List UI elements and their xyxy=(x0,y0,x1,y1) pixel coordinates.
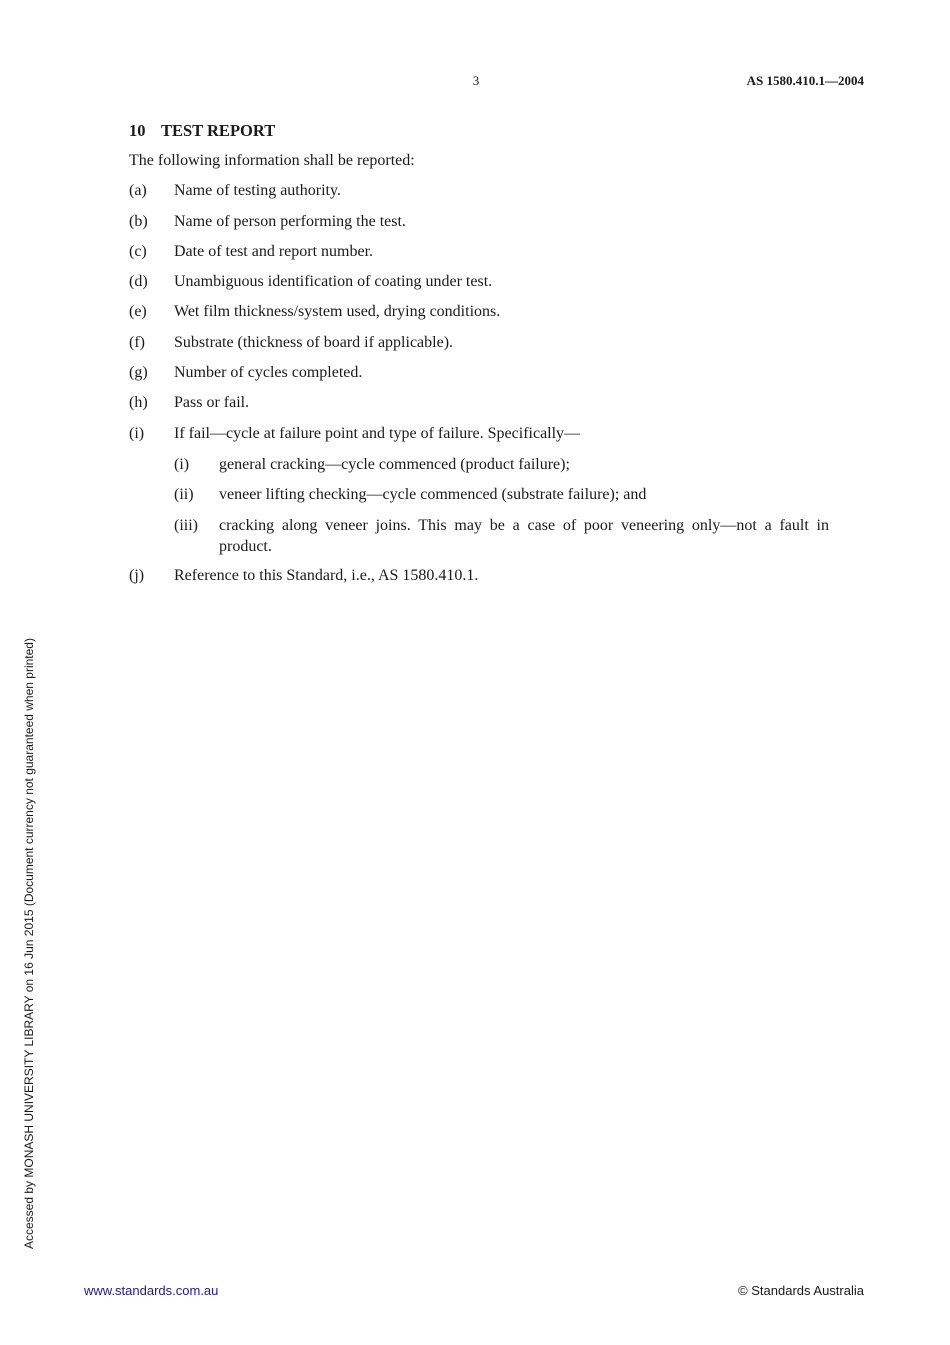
failure-types-sublist xyxy=(174,454,829,557)
sublist-item-marker: (i) xyxy=(174,455,190,473)
copyright-notice: © Standards Australia xyxy=(738,1283,864,1298)
list-item-text: Reference to this Standard, i.e., AS 1580.410.1. xyxy=(174,566,479,584)
list-item-text: Wet film thickness/system used, drying conditions. xyxy=(174,303,501,321)
list-item xyxy=(129,211,829,233)
list-item-body xyxy=(174,423,829,557)
list-item-marker: (f) xyxy=(129,333,145,351)
list-item-marker: (e) xyxy=(129,303,147,321)
sublist-item-text: veneer lifting checking—cycle commenced (substrate failure); and xyxy=(219,486,647,504)
list-item xyxy=(129,301,829,323)
section-intro: The following information shall be reported: xyxy=(129,152,415,169)
list-item-text: Name of person performing the test. xyxy=(174,212,406,230)
list-item xyxy=(129,362,829,384)
standard-identifier: AS 1580.410.1—2004 xyxy=(746,73,864,88)
list-item-marker: (b) xyxy=(129,212,148,230)
list-item-text: Number of cycles completed. xyxy=(174,364,363,382)
sublist-item-marker: (iii) xyxy=(174,516,198,534)
list-item-marker: (j) xyxy=(129,566,145,584)
list-item-text: Date of test and report number. xyxy=(174,242,374,260)
access-watermark: Accessed by MONASH UNIVERSITY LIBRARY on 16 Jun 2015 (Document currency not guaranteed when printed) xyxy=(22,638,36,1249)
list-item-marker: (d) xyxy=(129,273,148,291)
list-item-text: Pass or fail. xyxy=(174,394,250,412)
list-item xyxy=(129,332,829,354)
list-item xyxy=(129,241,829,263)
section-title: TEST REPORT xyxy=(161,121,276,140)
list-item xyxy=(129,565,829,587)
list-item-marker: (h) xyxy=(129,394,148,412)
report-items-list xyxy=(129,180,829,587)
sublist-item-marker: (ii) xyxy=(174,486,194,504)
list-item xyxy=(129,392,829,414)
list-item-marker: (c) xyxy=(129,242,147,260)
list-item xyxy=(129,180,829,202)
list-item-text: Unambiguous identification of coating under test. xyxy=(174,273,493,291)
list-item-marker: (a) xyxy=(129,182,147,200)
sublist-item xyxy=(174,454,829,475)
sublist-item-text: cracking along veneer joins. This may be a case of poor veneering only—not a fault in product. xyxy=(219,516,829,555)
page-number: 3 xyxy=(472,73,480,88)
sublist-item xyxy=(174,515,829,557)
sublist-item xyxy=(174,484,829,505)
standards-website-link[interactable]: www.standards.com.au xyxy=(84,1283,219,1298)
section-number: 10 xyxy=(129,121,146,140)
sublist-item-text: general cracking—cycle commenced (product failure); xyxy=(219,455,570,473)
section-heading xyxy=(129,120,829,142)
list-item-marker: (i) xyxy=(129,424,145,442)
list-item-text: If fail—cycle at failure point and type of failure. Specifically— xyxy=(174,424,581,442)
test-report-section xyxy=(129,120,829,587)
list-item-text: Name of testing authority. xyxy=(174,182,341,200)
list-item-text: Substrate (thickness of board if applicable). xyxy=(174,333,454,351)
list-item xyxy=(129,271,829,293)
list-item xyxy=(129,423,829,557)
list-item-marker: (g) xyxy=(129,364,148,382)
